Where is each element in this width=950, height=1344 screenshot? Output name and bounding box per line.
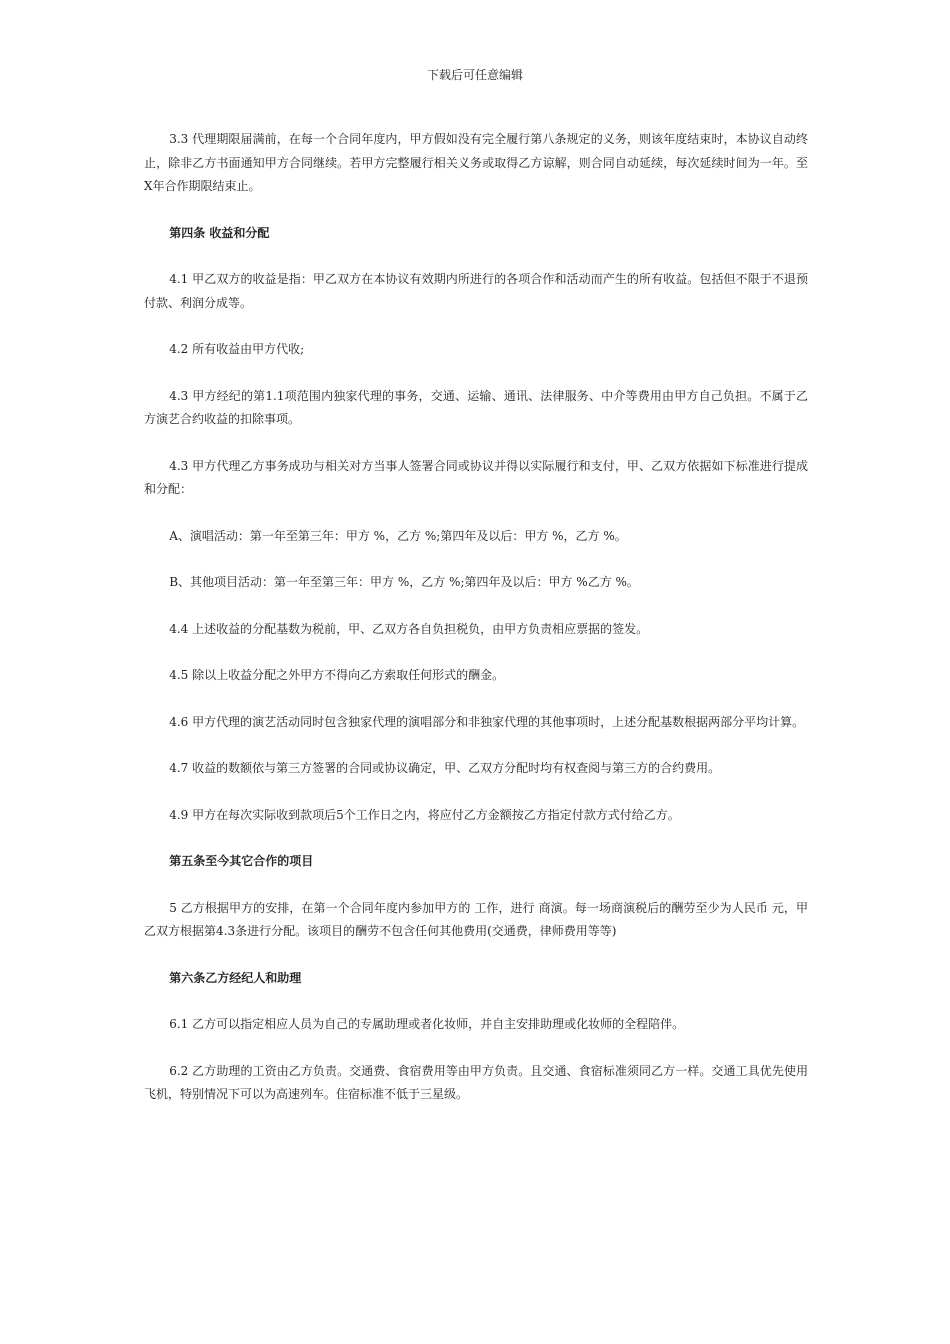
page-header: 下载后可任意编辑 [426,68,523,82]
clause-4-2: 4.2 所有收益由甲方代收; [169,342,305,356]
section-heading-6: 第六条乙方经纪人和助理 [169,970,302,985]
clause-4-5: 4.5 除以上收益分配之外甲方不得向乙方索取任何形式的酬金。 [169,668,505,682]
clause-3-3: 3.3 代理期限届满前，在每一个合同年度内，甲方假如没有完全履行第八条规定的义务，则该年度结束时，本协议自动终止，除非乙方书面通知甲方合同继续。若甲方完整履行相关义务或取得乙方谅解，则合同自动延续，每次延续时间为一年。至X年合作期限结束止。 [144,132,808,193]
clause-4-6: 4.6 甲方代理的演艺活动同时包含独家代理的演唱部分和非独家代理的其他事项时，上述分配基数根据两部分平均计算。 [169,714,805,729]
clause-4-3-b: 4.3 甲方代理乙方事务成功与相关对方当事人签署合同或协议并得以实际履行和支付，甲、乙双方依据如下标准进行提成和分配： [144,458,808,496]
document-body [144,128,808,1130]
clause-6-1: 6.1 乙方可以指定相应人员为自己的专属助理或者化妆师，并自主安排助理或化妆师的全程陪伴。 [169,1017,685,1031]
section-heading-4: 第四条 收益和分配 [169,225,270,240]
clause-4-3-item-a: A、演唱活动：第一年至第三年：甲方 %，乙方 %;第四年及以后：甲方 %，乙方 %。 [169,528,627,543]
clause-4-9: 4.9 甲方在每次实际收到款项后5个工作日之内，将应付乙方金额按乙方指定付款方式付给乙方。 [169,807,680,822]
clause-4-3-item-b: B、其他项目活动：第一年至第三年：甲方 %，乙方 %;第四年及以后：甲方 %乙方 %。 [169,575,639,589]
clause-6-2: 6.2 乙方助理的工资由乙方负责。交通费、食宿费用等由甲方负责。且交通、食宿标准须同乙方一样。交通工具优先使用飞机，特别情况下可以为高速列车。住宿标准不低于三星级。 [144,1063,808,1101]
section-heading-5: 第五条至今其它合作的项目 [169,854,314,868]
clause-5: 5 乙方根据甲方的安排，在第一个合同年度内参加甲方的 工作，进行 商演。每一场商演税后的酬劳至少为人民币 元，甲乙双方根据第4.3条进行分配。该项目的酬劳不包含任何其他费用(交通费，律师费用等等) [144,900,808,938]
clause-4-4: 4.4 上述收益的分配基数为税前，甲、乙双方各自负担税负，由甲方负责相应票据的签发。 [169,621,649,636]
clause-4-3-a: 4.3 甲方经纪的第1.1项范围内独家代理的事务，交通、运输、通讯、法律服务、中介等费用由甲方自己负担。不属于乙方演艺合约收益的扣除事项。 [144,388,808,426]
clause-4-7: 4.7 收益的数额依与第三方签署的合同或协议确定，甲、乙双方分配时均有权查阅与第三方的合约费用。 [169,761,721,775]
clause-4-1: 4.1 甲乙双方的收益是指：甲乙双方在本协议有效期内所进行的各项合作和活动而产生的所有收益。包括但不限于不退预付款、利润分成等。 [144,272,808,310]
